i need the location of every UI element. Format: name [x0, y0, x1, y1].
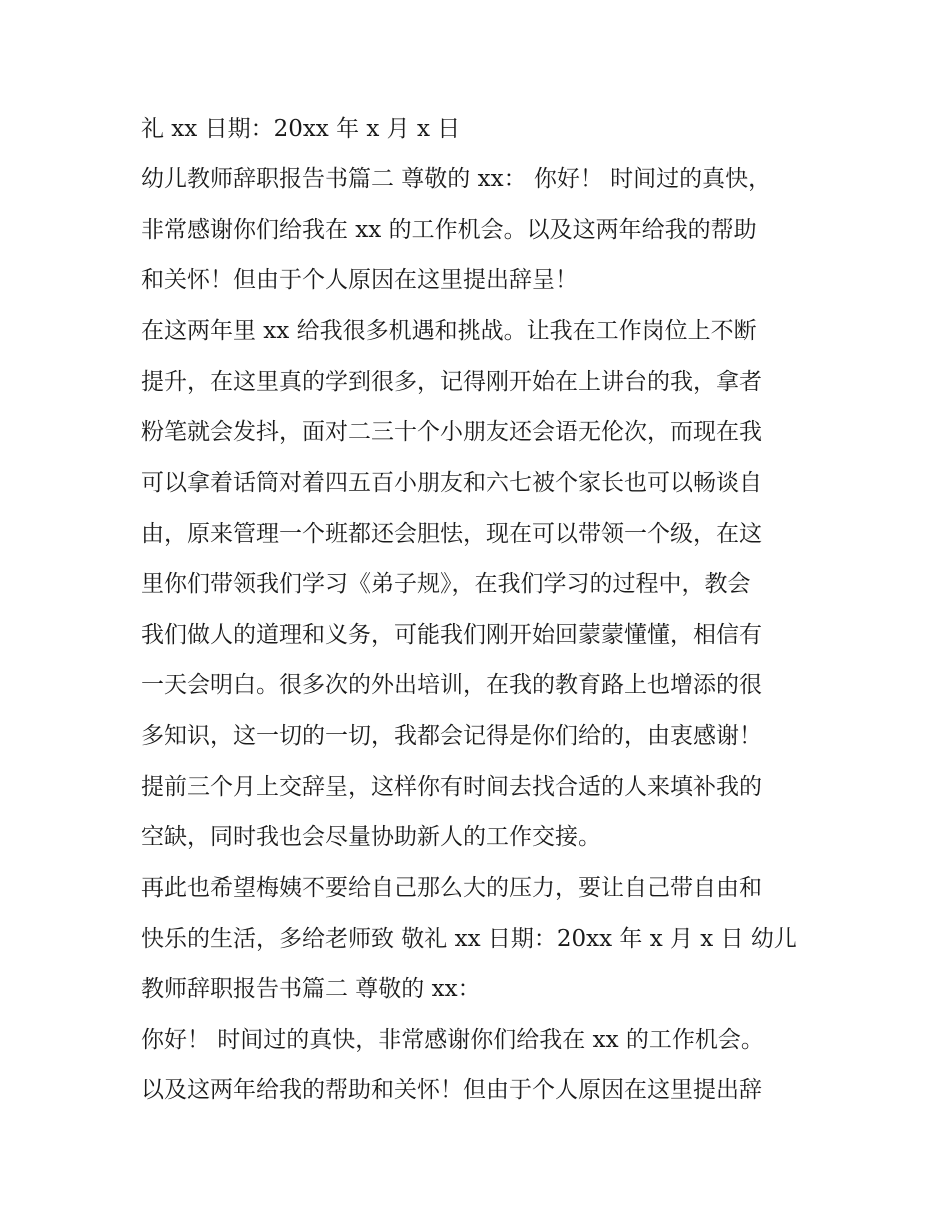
- text-line: 以及这两年给我的帮助和关怀！但由于个人原因在这里提出辞: [141, 1077, 762, 1103]
- text-line: 多知识，这一切的一切，我都会记得是你们给的，由衷感谢！: [141, 723, 762, 749]
- text-line: 在这两年里 xx 给我很多机遇和挑战。让我在工作岗位上不断: [141, 318, 757, 344]
- text-line: 我们做人的道理和义务，可能我们刚开始回蒙蒙懂懂，相信有: [141, 622, 762, 648]
- text-line: 提升，在这里真的学到很多，记得刚开始在上讲台的我，拿者: [141, 369, 762, 395]
- text-line: 一天会明白。很多次的外出培训，在我的教育路上也增添的很: [141, 672, 762, 698]
- text-line: 由，原来管理一个班都还会胆怯，现在可以带领一个级，在这: [141, 521, 762, 547]
- text-line: 非常感谢你们给我在 xx 的工作机会。以及这两年给我的帮助: [141, 217, 757, 243]
- text-line: 教师辞职报告书篇二 尊敬的 xx：: [141, 976, 481, 1002]
- text-line: 礼 xx 日期：20xx 年 x 月 x 日: [141, 116, 461, 142]
- text-line: 幼儿教师辞职报告书篇二 尊敬的 xx： 你好！ 时间过的真快，: [141, 166, 772, 192]
- text-line: 空缺，同时我也会尽量协助新人的工作交接。: [141, 824, 601, 850]
- text-line: 粉笔就会发抖，面对二三十个小朋友还会语无伦次，而现在我: [141, 419, 762, 445]
- text-line: 提前三个月上交辞呈，这样你有时间去找合适的人来填补我的: [141, 774, 762, 800]
- text-line: 你好！ 时间过的真快，非常感谢你们给我在 xx 的工作机会。: [141, 1027, 764, 1053]
- text-line: 快乐的生活，多给老师致 敬礼 xx 日期：20xx 年 x 月 x 日 幼儿: [141, 926, 797, 952]
- text-line: 可以拿着话筒对着四五百小朋友和六七被个家长也可以畅谈自: [141, 470, 762, 496]
- text-line: 再此也希望梅姨不要给自己那么大的压力，要让自己带自由和: [141, 875, 762, 901]
- text-line: 里你们带领我们学习《弟子规》，在我们学习的过程中，教会: [141, 571, 751, 597]
- text-line: 和关怀！但由于个人原因在这里提出辞呈！: [141, 267, 578, 293]
